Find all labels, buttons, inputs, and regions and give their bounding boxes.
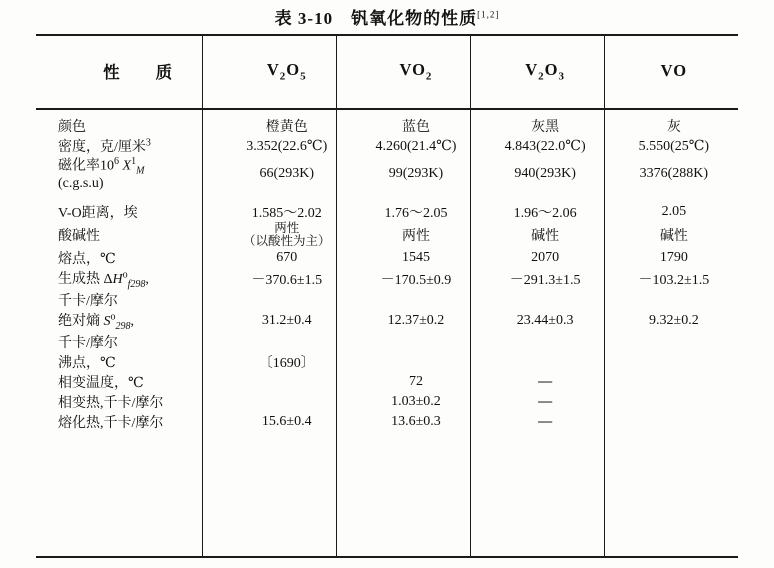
- cell-boiling-point-v2o5: 〔1690〕: [258, 355, 315, 371]
- cell-entropy-v2o3: 23.44±0.3: [516, 312, 574, 328]
- cell-transition-heat-vo2: 1.03±0.2: [391, 393, 441, 409]
- cell-transition-temp-v2o3: —: [538, 373, 553, 389]
- cell-fusion-heat-vo2: 13.6±0.3: [391, 413, 441, 429]
- cell-vo-distance-vo2: 1.76～2.05: [384, 205, 448, 221]
- cell-acidity-v2o5: 两性 （以酸性为主）: [243, 220, 331, 248]
- row-label-susceptibility: 磁化率$10^6$ $X^1_M$ (c.g.s.u): [58, 156, 145, 192]
- table-row: [36, 222, 738, 248]
- table-row: [36, 268, 738, 290]
- table-row: [36, 290, 738, 310]
- table-row: [36, 136, 738, 156]
- cell-boiling-point-v2o3: [481, 352, 610, 372]
- cell-heat-formation-v2o5: －370.6±1.5: [251, 272, 323, 288]
- cell-transition-heat-v2o5: [222, 392, 351, 412]
- cell-melting-point-vo2: 1545: [401, 250, 430, 266]
- table-row: [36, 412, 738, 432]
- spacer-row: [36, 106, 738, 116]
- cell-susceptibility-vo: 3376(288K): [639, 165, 709, 181]
- row-label-transition-temp: 相变温度，℃: [58, 375, 144, 391]
- table-row: [36, 156, 738, 192]
- cell-transition-temp-v2o5: [222, 372, 351, 392]
- cell-density-vo2: 4.260(21.4℃): [375, 138, 457, 154]
- cell-color-vo: 灰: [666, 120, 681, 135]
- cell-susceptibility-vo2: 99(293K): [388, 165, 444, 181]
- properties-table: [36, 36, 738, 432]
- rule-bottom: [36, 556, 738, 558]
- cell-heat-formation-v2o3: －291.3±1.5: [509, 272, 581, 288]
- header-vo2: $VO_2$: [399, 59, 433, 83]
- cell-susceptibility-v2o3: 940(293K): [514, 165, 576, 181]
- cell-transition-temp-vo: [610, 372, 738, 392]
- spacer-row: [36, 192, 738, 202]
- cell-acidity-v2o3: 碱性: [531, 228, 560, 244]
- cell-density-v2o3: 4.843(22.0℃): [504, 138, 586, 154]
- cell-color-vo2: 蓝色: [401, 120, 430, 135]
- cell-density-vo: 5.550(25℃): [638, 138, 710, 154]
- cell-vo-distance-v2o5: 1.585～2.02: [251, 205, 322, 221]
- header-v2o5: $V_2O_5$: [266, 59, 307, 83]
- table-row: [36, 310, 738, 332]
- row-label-transition-heat: 相变热,千卡/摩尔: [58, 395, 164, 411]
- cell-color-v2o5: 橙黄色: [265, 120, 308, 135]
- row-label-color: 颜色: [58, 120, 86, 135]
- cell-vo-distance-v2o3: 1.96～2.06: [513, 205, 577, 221]
- cell-melting-point-v2o5: 670: [276, 250, 298, 266]
- table-row: [36, 202, 738, 222]
- cell-density-v2o5: 3.352(22.6℃): [246, 138, 328, 154]
- cell-heat-formation-vo: －103.2±1.5: [638, 272, 710, 288]
- table-row: [36, 116, 738, 136]
- table-caption-superscript: [1,2]: [477, 9, 500, 20]
- row-label-entropy-unit: 千卡/摩尔: [58, 335, 118, 351]
- table-row: [36, 352, 738, 372]
- table-row: [36, 248, 738, 268]
- row-label-entropy: 绝对熵 $S^o_{298}$,: [58, 311, 134, 332]
- row-label-melting-point: 熔点，℃: [58, 252, 116, 268]
- header-property: 性 质: [103, 63, 174, 82]
- table-row: [36, 332, 738, 352]
- row-label-acidity: 酸碱性: [58, 228, 100, 244]
- cell-fusion-heat-vo: [610, 412, 738, 432]
- cell-entropy-vo2: 12.37±0.2: [387, 312, 445, 328]
- cell-acidity-vo2: 两性: [401, 228, 430, 244]
- cell-transition-temp-vo2: 72: [408, 373, 423, 389]
- row-label-density: 密度，克/厘米$^3$: [58, 137, 151, 155]
- header-v2o3: $V_2O_3$: [525, 59, 566, 83]
- cell-melting-point-vo: 1790: [659, 250, 688, 266]
- cell-transition-heat-v2o3: —: [538, 393, 553, 409]
- table-row: [36, 372, 738, 392]
- cell-boiling-point-vo2: [351, 352, 480, 372]
- row-label-vo-distance: V-O距离，埃: [58, 205, 138, 221]
- cell-fusion-heat-v2o5: 15.6±0.4: [261, 413, 312, 429]
- cell-susceptibility-v2o5: 66(293K): [259, 165, 314, 181]
- row-label-boiling-point: 沸点，℃: [58, 355, 116, 371]
- header-vo: VO: [660, 61, 688, 80]
- table-header-row: [36, 36, 738, 106]
- row-label-fusion-heat: 熔化热,千卡/摩尔: [58, 415, 164, 431]
- cell-entropy-v2o5: 31.2±0.4: [261, 312, 312, 328]
- row-label-heat-formation: 生成热 $\Delta H^o_{f298}$,: [58, 269, 149, 290]
- cell-heat-formation-vo2: －170.5±0.9: [380, 272, 452, 288]
- cell-color-v2o3: 灰黑: [531, 120, 560, 135]
- row-label-heat-formation-unit: 千卡/摩尔: [58, 293, 118, 309]
- cell-entropy-vo: 9.32±0.2: [649, 312, 699, 328]
- table-caption: [0, 4, 774, 29]
- cell-vo-distance-vo: 2.05: [661, 203, 687, 219]
- cell-transition-heat-vo: [610, 392, 738, 412]
- cell-melting-point-v2o3: 2070: [531, 250, 560, 266]
- cell-boiling-point-vo: [610, 352, 738, 372]
- table-caption-text: 表 3-10 钒氧化物的性质: [274, 9, 478, 28]
- table-row: [36, 392, 738, 412]
- cell-acidity-vo: 碱性: [659, 228, 688, 244]
- cell-fusion-heat-v2o3: —: [538, 413, 553, 429]
